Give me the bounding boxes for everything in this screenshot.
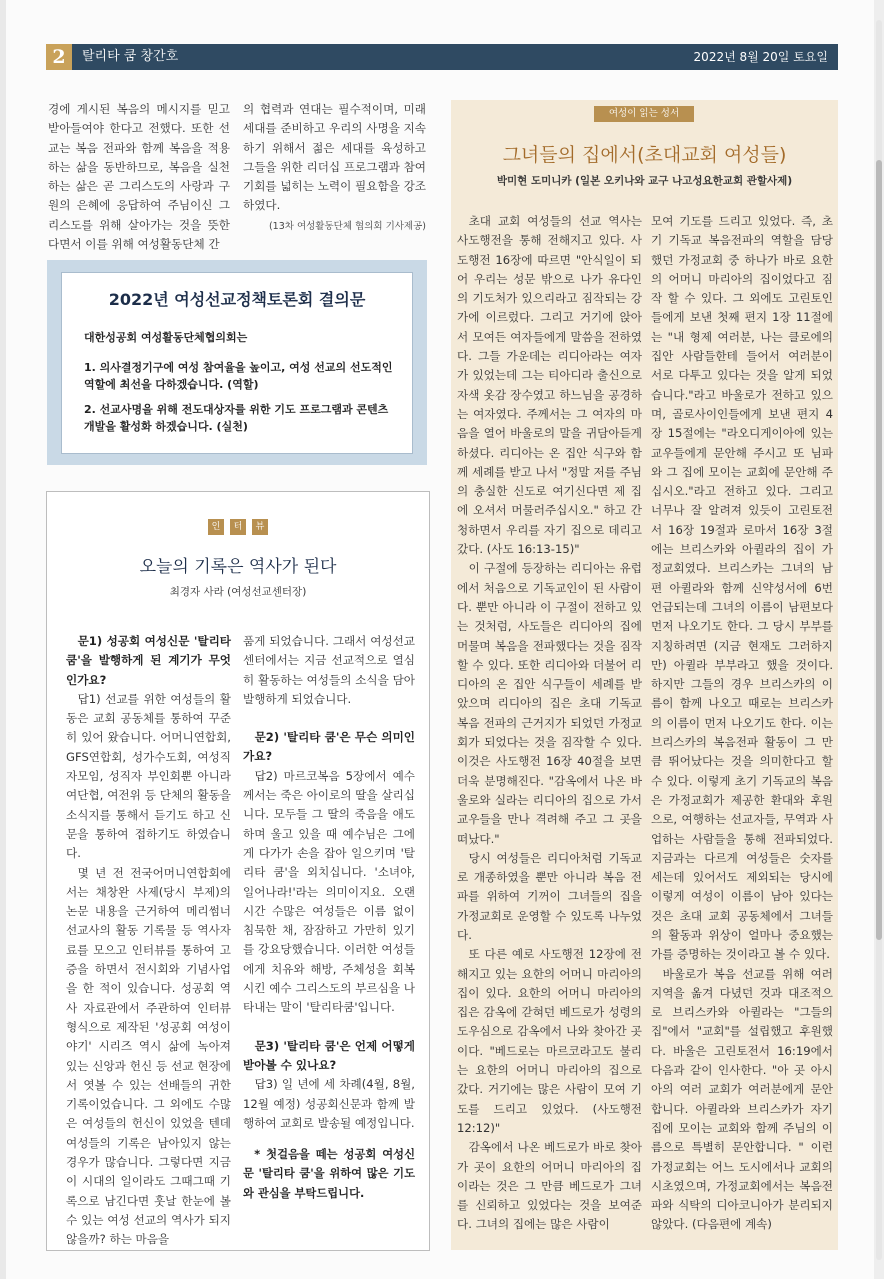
question: 문1) 성공회 여성신문 '탈리타 쿰'을 발행하게 된 계기가 무엇인가요? bbox=[66, 634, 231, 687]
column-title: 그녀들의 집에서(초대교회 여성들) bbox=[502, 144, 787, 166]
closing-note: * 첫걸음을 떼는 성공회 여성신문 '탈리타 쿰'을 위하여 많은 기도와 관심을 부탁드립니다. bbox=[243, 1148, 415, 1200]
paragraph: 이 구절에 등장하는 리디아는 유럽에서 처음으로 기독교인이 된 사람이다. 뿐만 아니라 이 구절이 전하고 있는 것처럼, 사도들은 리디아의 집에 머물며 복음을 전파했다는 것을 짐작할 수 있다. 또한 리디아와 더불어 리디아의 온 집안 식구들이 세례를 받았으며 리디아의 집은 초대 기독교 복음 전파의 근거지가 되었던 가정교회가 되었다는 것을 짐작할 수 있다. 이것은 사도행전 16장 40절을 보면 더욱 분명해진다. "감옥에서 나온 바울로와 실라는 리디아의 집으로 가서 교우들을 만나 격려해 주고 그 곳을 떠났다." bbox=[457, 561, 642, 846]
interview-title: 오늘의 기록은 역사가 된다 bbox=[139, 557, 337, 577]
article-credit: (13차 여성활동단체 협의회 기사제공) bbox=[268, 220, 426, 232]
article-text: 의 협력과 연대는 필수적이며, 미래세대를 준비하고 우리의 사명을 지속하기 위해서 젊은 세대를 육성하고 그들을 위한 리더십 프로그램과 참여 기회를 넓히는 노력이 필요함을 강조하였다. bbox=[243, 102, 426, 213]
interview-box bbox=[46, 491, 430, 1251]
paragraph: 초대 교회 여성들의 선교 역사는 사도행전을 통해 전해지고 있다. 사도행전 16장에 따르면 "안식일이 되어 우리는 성문 밖으로 나가 유다인의 기도처가 있으리라고 짐작되는 강가에 이르렀다. 그리고 거기에 앉아서 모여든 여자들에게 말씀을 전하였다. 그들 가운데는 리디아라는 여자가 있었는데 그는 티아디라 출신으로 자색 옷감 장수였고 하느님을 공경하는 여자였다. 주께서는 그 여자의 마음을 열어 바울로의 말을 귀담아듣게 하셨다. 리디아는 온 집안 식구와 함께 세례를 받고 나서 "정말 저를 주님의 충실한 신도로 여기신다면 제 집에 오셔서 머물러주십시오." 하고 간청하면서 우리를 자기 집으로 데리고 갔다. (사도 16:13-15)" bbox=[457, 214, 642, 557]
tag-char: 터 bbox=[230, 519, 246, 535]
answer: 답1) 선교를 위한 여성들의 활동은 교회 공동체를 통하여 꾸준히 있어 왔습니다. 어머니연합회, GFS연합회, 성가수도회, 여성직자모임, 성직자 부인회뿐 아니라 여단협, 여전위 등 단체의 활동을 소식지를 통해서 듣기도 하고 신문을 통하여 접하기도 하였습니다. bbox=[66, 691, 231, 861]
bible-column-box bbox=[451, 100, 838, 1250]
publication-title: 탈리타 쿰 창간호 bbox=[82, 49, 179, 64]
resolution-panel bbox=[61, 272, 413, 454]
tag-char: 뷰 bbox=[252, 519, 268, 535]
scrollbar-thumb[interactable] bbox=[876, 160, 882, 940]
resolution-item: 2. 선교사명을 위해 전도대상자를 위한 기도 프로그램과 콘텐츠 개발을 활성화 하겠습니다. (실천) bbox=[84, 403, 389, 433]
answer: 품게 되었습니다. 그래서 여성선교센터에서는 지금 선교적으로 열심히 활동하는 여성들의 소식을 담아 발행하게 되었습니다. bbox=[243, 634, 415, 706]
tag-char: 인 bbox=[208, 519, 224, 535]
page-header bbox=[46, 44, 838, 70]
interview-tag bbox=[47, 514, 429, 535]
column-col2 bbox=[651, 212, 833, 1235]
question: 문2) '탈리타 쿰'은 무슨 의미인가요? bbox=[243, 730, 415, 764]
answer: 몇 년 전 전국어머니연합회에서는 채창완 사제(당시 부제)의 논문 내용을 근거하여 메리썸너 선교사의 활동 기록물 등 역사자료를 모으고 인터뷰를 통하여 고증을 하면서 전시회와 기념사업을 한 적이 있습니다. 성공회 역사 자료관에서 주관하여 인터뷰 형식으로 제작된 '성공회 여성이야기' 시리즈 역시 삶에 녹아져 있는 신앙과 헌신 등 선교 현장에서 엿볼 수 있는 선배들의 귀한 기록이었습니다. 그 외에도 수많은 여성들의 헌신이 있었을 텐데 여성들의 기록은 남아있지 않는 경우가 많습니다. 그렇다면 지금 이 시대의 일이라도 그때그때 기록으로 남긴다면 훗날 한눈에 볼 수 있는 여성 선교의 역사가 되지 않을까? 하는 마음을 bbox=[66, 865, 231, 1247]
paragraph: 바울로가 복음 선교를 위해 여러 지역을 옮겨 다녔던 것과 대조적으로 브리스카와 아퀼라는 "그들의 집"에서 "교회"를 설립했고 후원했다. 바울은 고린토전서 16:19에서 다음과 같이 인사한다. "아 곳 아시아의 여러 교회가 여러분에게 문안합니다. 아퀼라와 브리스카가 자기 집에 모이는 교회와 함께 주님의 이름으로 특별히 문안합니다. " 이런 가정교회는 어느 도시에서나 교회의 시초였으며, 가정교회에서는 복음전파와 식탁의 디아코니아가 분리되지 않았다. (다음편에 계속) bbox=[651, 966, 833, 1232]
top-article-col2 bbox=[243, 100, 426, 232]
column-byline: 박미현 도미니카 (일본 오키나와 교구 나고성요한교회 관할사제) bbox=[496, 175, 793, 187]
answer: 답3) 일 년에 세 차례(4월, 8월, 12월 예정) 성공회신문과 함께 발행하여 교회로 발송될 예정입니다. bbox=[243, 1077, 415, 1130]
paragraph: 모여 기도를 드리고 있었다. 즉, 초기 기독교 복음전파의 역할을 담당했던 가정교회 중 하나가 바로 요한의 어머니 마리아의 집이었다고 짐작 할 수 있다. 그 외에도 고린토인들에게 보낸 첫째 편지 1장 11절에는 "내 형제 여러분, 나는 클로에의 집안 사람들한테 들어서 여러분이 서로 다투고 있다는 것을 알게 되었습니다."라고 바울로가 전하고 있으며, 골로사이인들에게 보낸 편지 4장 15절에는 "라오디게이아에 있는 교우들에게 문안해 주시고 또 님파와 그 집에 모이는 교회에 문안해 주십시오."라고 전하고 있다. 그리고 너무나 잘 알려져 있듯이 고린토전서 16장 19절과 로마서 16장 3절에는 브리스카와 아퀼라의 집이 가정교회였다. 브리스카는 그녀의 남편 아퀼라와 함께 신약성서에 6번 언급되는데 그녀의 이름이 남편보다 먼저 나오기도 한다. 그 당시 부부를 지칭하려면 (지금 현재도 그러하지만) 아퀼라 부부라고 했을 것이다. 하지만 그들의 경우 브리스카의 이름이 함께 나오고 때로는 브리스카의 이름이 먼저 나오기도 한다. 이는 브리스카의 복음전파 활동이 그 만큼 뛰어났다는 것을 의미한다고 할 수 있다. 이렇게 초기 기독교의 복음은 가정교회가 제공한 환대와 후원으로, 여행하는 선교자들, 무역과 사업하는 사람들을 통해 전파되었다. 지금과는 다르게 여성들은 숫자를 세는데 있어서도 제외되는 당시에 이렇게 여성이 이름이 남아 있다는 것은 초대 교회 공동체에서 그녀들의 활동과 위상이 얼마나 중요했는가를 증명하는 것이라고 볼 수 있다. bbox=[651, 214, 833, 962]
interview-byline: 최경자 사라 (여성선교센터장) bbox=[169, 586, 307, 598]
issue-date: 2022년 8월 20일 토요일 bbox=[693, 50, 828, 64]
interview-col1 bbox=[66, 632, 231, 1250]
column-col1 bbox=[457, 212, 642, 1235]
resolution-item: 1. 의사결정기구에 여성 참여율을 높이고, 여성 선교의 선도적인 역할에 최선을 다하겠습니다. (역할) bbox=[84, 361, 393, 391]
answer: 답2) 마르코복음 5장에서 예수께서는 죽은 아이로의 딸을 살리십니다. 모두들 그 딸의 죽음을 애도하며 울고 있을 때 예수님은 그에게 다가가 손을 잡아 일으키며 '탈리타 쿰'을 외치십니다. '소녀야, 일어나라!'라는 의미이지요. 오랜시간 수많은 여성들은 이름 없이 침묵한 채, 잠잠하고 가만히 있기를 강요당했습니다. 이러한 여성들에게 치유와 해방, 주체성을 회복시킨 예수 그리스도의 부르심을 나타내는 말이 '탈리타쿰'입니다. bbox=[243, 768, 415, 1015]
question: 문3) '탈리타 쿰'은 언제 어떻게 받아볼 수 있나요? bbox=[243, 1038, 415, 1072]
page-number: 2 bbox=[46, 44, 72, 70]
top-article-col1 bbox=[48, 100, 230, 254]
paragraph: 당시 여성들은 리디아처럼 기독교로 개종하였을 뿐만 아니라 복음 전파를 위하여 기꺼이 그녀들의 집을 가정교회로 운영할 수 있도록 나누었다. bbox=[457, 850, 642, 942]
resolution-title: 2022년 여성선교정책토론회 결의문 bbox=[108, 290, 366, 309]
resolution-box bbox=[47, 260, 427, 465]
article-text: 경에 게시된 복음의 메시지를 믿고 받아들여야 한다고 전했다. 또한 선교는 복음 전파와 함께 복음을 적용하는 삶을 동반하므로, 복음을 실천하는 삶은 곧 그리스도의 사랑과 구원의 은혜에 응답하여 주님이신 그리스도를 위해 살아가는 것을 뜻한다면서 이를 위해 여성활동단체 간 bbox=[48, 102, 230, 252]
resolution-org: 대한성공회 여성활동단체협의회는 bbox=[84, 331, 248, 344]
left-edge bbox=[0, 0, 6, 1279]
paragraph: 감옥에서 나온 베드로가 바로 찾아가 곳이 요한의 어머니 마리아의 집이라는 것은 그 만큼 베드로가 그녀를 신뢰하고 있었다는 것을 보여준다. 그녀의 집에는 많은 사람이 bbox=[457, 1140, 642, 1232]
paragraph: 또 다른 예로 사도행전 12장에 전해지고 있는 요한의 어머니 마리아의 집이 있다. 요한의 어머니 마리아의 집은 감옥에 갇혀던 베드로가 성령의 도우심으로 감옥에서 나와 찾아간 곳이다. "베드로는 마르코라고도 불리는 요한의 어머니 마리아의 집으로 갔다. 거기에는 많은 사람이 모여 기도를 드리고 있었다. (사도행전 12:12)" bbox=[457, 947, 642, 1135]
interview-col2 bbox=[243, 632, 415, 1203]
column-tag: 여성이 읽는 성서 bbox=[594, 106, 694, 122]
